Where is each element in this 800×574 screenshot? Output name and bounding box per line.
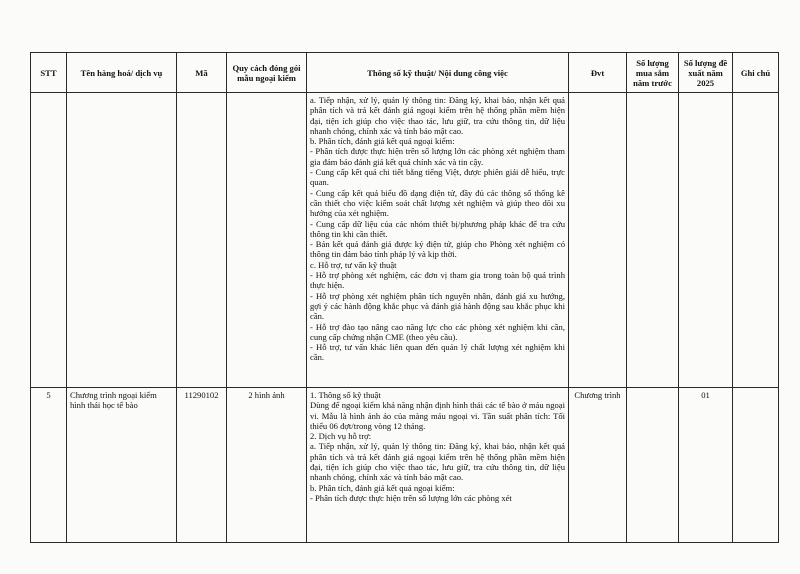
- content-line: 1. Thông số kỹ thuật: [310, 390, 381, 400]
- procurement-table: [30, 52, 779, 543]
- header-unit: Đvt: [569, 53, 627, 93]
- content-line: Dùng để ngoại kiểm khả năng nhận định hình thái các tế bào ở máu ngoại vi. Mẫu là hình ảnh ảo của màng máu ngoại vi. Tần suất phân tích: Tối thiểu 06 đợt/trong vòng 12 tháng.: [310, 400, 565, 431]
- header-name: Tên hàng hoá/ dịch vụ: [67, 53, 177, 93]
- header-proposed-qty: Số lượng đề xuất năm 2025: [679, 53, 733, 93]
- row2-unit: Chương trình: [569, 388, 627, 543]
- content-line: - Phân tích được thực hiện trên số lượng lớn các phòng xét nghiệm tham gia đảm bảo đánh giá kết quả chính xác và tin cậy.: [310, 146, 565, 167]
- row2-prev-qty: [627, 388, 679, 543]
- row1-name-cell: [67, 93, 177, 388]
- header-prev-qty: Số lượng mua sắm năm trước: [627, 53, 679, 93]
- content-line: - Phân tích được thực hiện trên số lượng lớn các phòng xét: [310, 492, 512, 503]
- row2-code: 11290102: [177, 388, 227, 543]
- content-line: - Hỗ trợ phòng xét nghiệm phân tích nguyên nhân, đánh giá xu hướng, gợi ý các hành động khắc phục và đánh giá hành động sau khắc phục khi cần.: [310, 290, 565, 322]
- row1-prev-qty-cell: [627, 93, 679, 388]
- header-note: Ghi chú: [733, 53, 779, 93]
- row2-spec: 2 hình ảnh: [227, 388, 307, 543]
- content-line: - Cung cấp kết quả chi tiết bằng tiếng Việt, được phiên giải dễ hiểu, trực quan.: [310, 167, 565, 188]
- content-line: b. Phân tích, đánh giá kết quả ngoại kiểm:: [310, 136, 455, 147]
- row1-content-cell: [307, 93, 569, 388]
- row1-code-cell: [177, 93, 227, 388]
- row1-stt-cell: [31, 93, 67, 388]
- content-line: a. Tiếp nhận, xử lý, quản lý thông tin: Đăng ký, khai báo, nhận kết quả phân tích và trả kết đánh giá ngoại kiểm trên hệ thống phần mềm hiện đại, tiện ích giúp cho việc thao tác, lưu giữ, tra cứu thông tin, dữ liệu nhanh chóng, chính xác và tính bảo mật cao.: [310, 95, 565, 136]
- content-line: - Hỗ trợ đào tạo nâng cao năng lực cho các phòng xét nghiệm khi cần, cung cấp chứng nhận CME (theo yêu cầu).: [310, 321, 565, 342]
- row1-note-cell: [733, 93, 779, 388]
- content-line: c. Hỗ trợ, tư vấn kỹ thuật: [310, 259, 397, 270]
- content-line: - Cung cấp dữ liệu của các nhóm thiết bị/phương pháp khác để tra cứu thông tin khi cần thiết.: [310, 218, 565, 239]
- header-stt: STT: [31, 53, 67, 93]
- table-row: [31, 388, 779, 543]
- content-line: - Hỗ trợ, tư vấn khác liên quan đến quản lý chất lượng xét nghiệm khi cần.: [310, 342, 565, 363]
- table-row: [31, 93, 779, 388]
- row2-stt: 5: [31, 388, 67, 543]
- row1-spec-cell: [227, 93, 307, 388]
- table-header-row: [31, 53, 779, 93]
- content-line: - Cung cấp kết quả biểu đồ dạng điện tử, đầy đủ các thông số thống kê cần thiết cho việc kiểm soát chất lượng xét nghiệm và giúp theo dõi xu hướng của xét nghiệm.: [310, 187, 565, 219]
- content-line: - Hỗ trợ phòng xét nghiệm, các đơn vị tham gia trong toàn bộ quá trình thực hiện.: [310, 270, 565, 291]
- row2-proposed-qty: 01: [679, 388, 733, 543]
- row2-content-cell: [307, 388, 569, 543]
- content-line: - Bản kết quả đánh giá được ký điện tử, giúp cho Phòng xét nghiệm có thông tin đảm bảo tính pháp lý và kịp thời.: [310, 239, 565, 260]
- header-code: Mã: [177, 53, 227, 93]
- content-line: a. Tiếp nhận, xử lý, quản lý thông tin: Đăng ký, khai báo, nhận kết quả phân tích và trả kết đánh giá ngoại kiểm trên hệ thống phần mềm hiện đại, tiện ích giúp cho việc thao tác, lưu giữ, tra cứu thông tin, dữ liệu nhanh chóng, chính xác và tính bảo mật cao.: [310, 441, 565, 483]
- row2-name: Chương trình ngoại kiểm hình thái học tế bào: [67, 388, 177, 543]
- header-spec: Quy cách đóng gói mẫu ngoại kiểm: [227, 53, 307, 93]
- row1-proposed-qty-cell: [679, 93, 733, 388]
- content-line: b. Phân tích, đánh giá kết quả ngoại kiểm:: [310, 482, 455, 493]
- header-content: Thông số kỹ thuật/ Nội dung công việc: [307, 53, 569, 93]
- content-line: 2. Dịch vụ hỗ trợ:: [310, 431, 372, 442]
- row1-unit-cell: [569, 93, 627, 388]
- row2-note: [733, 388, 779, 543]
